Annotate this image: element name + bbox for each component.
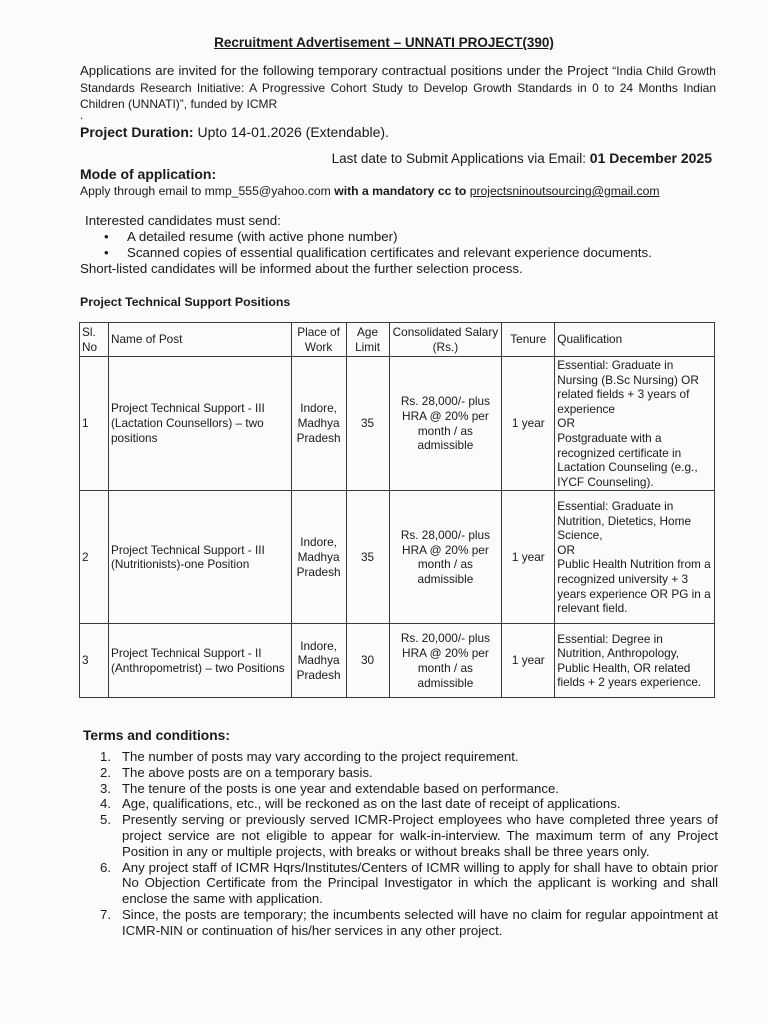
- cell-qualification: Essential: Degree in Nutrition, Anthropology, Public Health, OR related fields + 2 years experience.: [555, 624, 715, 698]
- duration-label: Project Duration:: [80, 124, 194, 140]
- cell-tenure: 1 year: [502, 491, 555, 624]
- last-date: [332, 150, 712, 166]
- term-text: Presently serving or previously served ICMR-Project employees who have completed three years of project service are not eligible to appear for walk-in-interview. The maximum term of any Project Position in any or multiple projects, with breaks or without breaks shall be three years only.: [122, 812, 718, 859]
- term-number: 5.: [100, 812, 111, 828]
- mode-heading: Mode of application:: [80, 166, 217, 182]
- page-title: Recruitment Advertisement – UNNATI PROJECT(390): [214, 35, 554, 50]
- list-item: • A detailed resume (with active phone number): [104, 229, 652, 245]
- terms-heading: Terms and conditions:: [83, 728, 230, 743]
- project-name: “India Child Growth Standards Research Initiative: A Progressive Cohort Study to Develop Growth Standards in 0 to 24 Months Indian Children (UNNATI)”, funded by ICMR: [80, 64, 716, 111]
- duration-value: Upto 14-01.2026 (Extendable).: [197, 124, 389, 140]
- term-number: 4.: [100, 796, 111, 812]
- intro-text: Applications are invited for the following temporary contractual positions under the Project: [80, 63, 613, 78]
- term-text: Any project staff of ICMR Hqrs/Institutes/Centers of ICMR willing to apply for shall have to obtain prior No Objection Certificate from the Principal Investigator in which the applicant is working and shall enclose the same with application.: [122, 859, 718, 907]
- header-qualification: Qualification: [555, 323, 715, 357]
- cell-post: Project Technical Support - II (Anthropometrist) – two Positions: [108, 624, 291, 698]
- term-text: The tenure of the posts is one year and extendable based on performance.: [122, 780, 559, 796]
- cell-place: Indore, Madhya Pradesh: [291, 491, 346, 624]
- list-item: [100, 812, 718, 859]
- project-duration: [80, 124, 389, 140]
- cell-slno: 1: [80, 357, 109, 491]
- cc-email-link[interactable]: projectsninoutsourcing@gmail.com: [469, 184, 660, 198]
- cell-post: Project Technical Support - III (Nutritionists)-one Position: [108, 491, 291, 624]
- header-post: Name of Post: [108, 323, 291, 357]
- term-text: The number of posts may vary according to the project requirement.: [122, 749, 519, 764]
- table-header-row: [80, 323, 715, 357]
- term-text: The above posts are on a temporary basis.: [122, 764, 373, 780]
- terms-list: [100, 749, 718, 939]
- list-item: [100, 781, 718, 797]
- term-number: 7.: [100, 906, 111, 922]
- term-number: 2.: [100, 764, 111, 780]
- cell-qualification: Essential: Graduate in Nutrition, Dietetics, Home Science, OR Public Health Nutrition from a recognized university + 3 years experience OR PG in a relevant field.: [555, 491, 715, 624]
- shortlisted-text: Short-listed candidates will be informed about the further selection process.: [80, 261, 523, 276]
- list-item: [100, 860, 718, 907]
- term-number: 6.: [100, 859, 111, 875]
- interested-text: Interested candidates must send:: [85, 213, 281, 228]
- cell-post: Project Technical Support - III (Lactation Counsellors) – two positions: [108, 357, 291, 491]
- list-item: [100, 796, 718, 812]
- cell-qualification: Essential: Graduate in Nursing (B.Sc Nursing) OR related fields + 3 years of experience OR Postgraduate with a recognized certificate in Lactation Counseling (e.g., IYCF Counseling).: [555, 357, 715, 491]
- table-row: [80, 357, 715, 491]
- cell-slno: 2: [80, 491, 109, 624]
- cell-salary: Rs. 28,000/- plus HRA @ 20% per month / as admissible: [389, 491, 502, 624]
- header-age: Age Limit: [346, 323, 389, 357]
- header-salary: Consolidated Salary (Rs.): [389, 323, 502, 357]
- header-slno: Sl. No: [80, 323, 109, 357]
- term-number: 3.: [100, 780, 111, 796]
- cc-label: with a mandatory cc to: [334, 184, 467, 198]
- cell-age: 35: [346, 491, 389, 624]
- requirements-list: [104, 229, 652, 261]
- cell-place: Indore, Madhya Pradesh: [291, 624, 346, 698]
- stray-dot: .: [80, 108, 84, 122]
- cell-age: 30: [346, 624, 389, 698]
- last-date-value: 01 December 2025: [589, 150, 712, 166]
- cell-salary: Rs. 28,000/- plus HRA @ 20% per month / as admissible: [389, 357, 502, 491]
- mode-prefix: Apply through email to mmp_555@yahoo.com: [80, 184, 335, 198]
- cell-slno: 3: [80, 624, 109, 698]
- cell-tenure: 1 year: [502, 357, 555, 491]
- list-item: [100, 765, 718, 781]
- positions-table: [79, 322, 715, 698]
- section-heading: Project Technical Support Positions: [80, 295, 291, 309]
- mode-line: [80, 184, 660, 198]
- table-row: [80, 624, 715, 698]
- last-date-label: Last date to Submit Applications via Email:: [331, 151, 587, 166]
- cell-age: 35: [346, 357, 389, 491]
- table-row: [80, 491, 715, 624]
- header-tenure: Tenure: [502, 323, 555, 357]
- cell-tenure: 1 year: [502, 624, 555, 698]
- term-number: 1.: [100, 749, 111, 764]
- intro-paragraph: [80, 63, 716, 113]
- term-text: Age, qualifications, etc., will be reckoned as on the last date of receipt of applications.: [122, 796, 621, 812]
- list-item: [100, 749, 718, 765]
- list-item: [100, 907, 718, 939]
- term-text: Since, the posts are temporary; the incumbents selected will have no claim for regular appointment at ICMR-NIN or continuation of his/her services in any other project.: [122, 906, 718, 938]
- header-place: Place of Work: [291, 323, 346, 357]
- cell-place: Indore, Madhya Pradesh: [291, 357, 346, 491]
- list-item: • Scanned copies of essential qualification certificates and relevant experience documents.: [104, 245, 652, 261]
- cell-salary: Rs. 20,000/- plus HRA @ 20% per month / as admissible: [389, 624, 502, 698]
